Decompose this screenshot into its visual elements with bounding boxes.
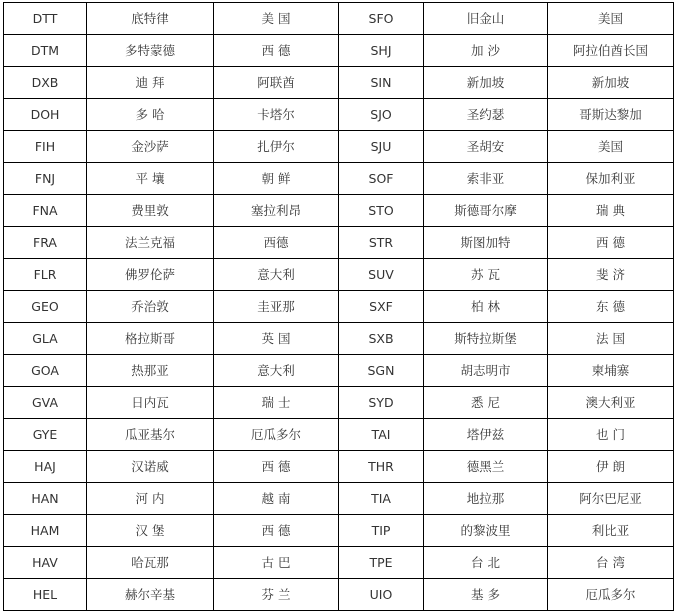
table-row	[4, 387, 674, 419]
city-name-cell: 台 北	[424, 547, 548, 579]
city-name-cell: 的黎波里	[424, 515, 548, 547]
country-name-cell: 意大利	[214, 259, 339, 291]
airport-code-cell: FLR	[4, 259, 87, 291]
airport-code-cell: SJO	[339, 99, 424, 131]
airport-code-cell: GYE	[4, 419, 87, 451]
city-name-cell: 斯特拉斯堡	[424, 323, 548, 355]
city-name-cell: 河 内	[87, 483, 214, 515]
city-name-cell: 乔治敦	[87, 291, 214, 323]
city-name-cell: 胡志明市	[424, 355, 548, 387]
airport-code-cell: SXB	[339, 323, 424, 355]
country-name-cell: 阿联酋	[214, 67, 339, 99]
country-name-cell: 厄瓜多尔	[214, 419, 339, 451]
city-name-cell: 哈瓦那	[87, 547, 214, 579]
country-name-cell: 西 德	[548, 227, 674, 259]
country-name-cell: 也 门	[548, 419, 674, 451]
airport-code-cell: TIP	[339, 515, 424, 547]
country-name-cell: 塞拉利昂	[214, 195, 339, 227]
airport-code-cell: SYD	[339, 387, 424, 419]
airport-code-cell: HAJ	[4, 451, 87, 483]
city-name-cell: 日内瓦	[87, 387, 214, 419]
country-name-cell: 圭亚那	[214, 291, 339, 323]
city-name-cell: 索非亚	[424, 163, 548, 195]
airport-code-cell: GOA	[4, 355, 87, 387]
airport-code-cell: HEL	[4, 579, 87, 611]
table-row	[4, 67, 674, 99]
city-name-cell: 瓜亚基尔	[87, 419, 214, 451]
airport-code-cell: STO	[339, 195, 424, 227]
airport-code-cell: THR	[339, 451, 424, 483]
country-name-cell: 芬 兰	[214, 579, 339, 611]
city-name-cell: 金沙萨	[87, 131, 214, 163]
country-name-cell: 台 湾	[548, 547, 674, 579]
country-name-cell: 阿拉伯酋长国	[548, 35, 674, 67]
table-row	[4, 35, 674, 67]
city-name-cell: 多 哈	[87, 99, 214, 131]
country-name-cell: 斐 济	[548, 259, 674, 291]
country-name-cell: 哥斯达黎加	[548, 99, 674, 131]
city-name-cell: 斯德哥尔摩	[424, 195, 548, 227]
country-name-cell: 柬埔寨	[548, 355, 674, 387]
airport-code-cell: FRA	[4, 227, 87, 259]
airport-code-cell: FIH	[4, 131, 87, 163]
country-name-cell: 古 巴	[214, 547, 339, 579]
table-row	[4, 451, 674, 483]
city-name-cell: 汉 堡	[87, 515, 214, 547]
city-name-cell: 苏 瓦	[424, 259, 548, 291]
country-name-cell: 扎伊尔	[214, 131, 339, 163]
country-name-cell: 伊 朗	[548, 451, 674, 483]
city-name-cell: 费里敦	[87, 195, 214, 227]
city-name-cell: 基 多	[424, 579, 548, 611]
city-name-cell: 热那亚	[87, 355, 214, 387]
city-name-cell: 底特律	[87, 3, 214, 35]
country-name-cell: 瑞 典	[548, 195, 674, 227]
airport-code-cell: SUV	[339, 259, 424, 291]
country-name-cell: 新加坡	[548, 67, 674, 99]
country-name-cell: 美国	[548, 131, 674, 163]
city-name-cell: 多特蒙德	[87, 35, 214, 67]
airport-code-cell: SOF	[339, 163, 424, 195]
city-name-cell: 佛罗伦萨	[87, 259, 214, 291]
airport-code-cell: SXF	[339, 291, 424, 323]
table-row	[4, 579, 674, 611]
airport-code-cell: GVA	[4, 387, 87, 419]
country-name-cell: 意大利	[214, 355, 339, 387]
table-row	[4, 323, 674, 355]
city-name-cell: 德黑兰	[424, 451, 548, 483]
airport-code-cell: SIN	[339, 67, 424, 99]
city-name-cell: 塔伊兹	[424, 419, 548, 451]
airport-code-cell: UIO	[339, 579, 424, 611]
country-name-cell: 西 德	[214, 515, 339, 547]
city-name-cell: 法兰克福	[87, 227, 214, 259]
airport-code-table	[3, 2, 674, 611]
airport-code-cell: GLA	[4, 323, 87, 355]
country-name-cell: 英 国	[214, 323, 339, 355]
country-name-cell: 朝 鲜	[214, 163, 339, 195]
country-name-cell: 厄瓜多尔	[548, 579, 674, 611]
table-row	[4, 291, 674, 323]
country-name-cell: 法 国	[548, 323, 674, 355]
country-name-cell: 利比亚	[548, 515, 674, 547]
table-row	[4, 515, 674, 547]
airport-code-cell: DXB	[4, 67, 87, 99]
country-name-cell: 保加利亚	[548, 163, 674, 195]
airport-code-cell: STR	[339, 227, 424, 259]
table-row	[4, 547, 674, 579]
city-name-cell: 地拉那	[424, 483, 548, 515]
airport-code-cell: SGN	[339, 355, 424, 387]
city-name-cell: 迪 拜	[87, 67, 214, 99]
country-name-cell: 阿尔巴尼亚	[548, 483, 674, 515]
table-row	[4, 355, 674, 387]
table-row	[4, 195, 674, 227]
airport-code-cell: HAN	[4, 483, 87, 515]
table-row	[4, 419, 674, 451]
city-name-cell: 赫尔辛基	[87, 579, 214, 611]
airport-code-cell: TPE	[339, 547, 424, 579]
table-row	[4, 483, 674, 515]
country-name-cell: 西 德	[214, 451, 339, 483]
table-row	[4, 259, 674, 291]
airport-code-cell: SJU	[339, 131, 424, 163]
airport-code-cell: DTT	[4, 3, 87, 35]
country-name-cell: 美国	[548, 3, 674, 35]
table-row	[4, 3, 674, 35]
table-row	[4, 163, 674, 195]
airport-code-cell: TIA	[339, 483, 424, 515]
city-name-cell: 平 壤	[87, 163, 214, 195]
table-row	[4, 227, 674, 259]
country-name-cell: 瑞 士	[214, 387, 339, 419]
country-name-cell: 澳大利亚	[548, 387, 674, 419]
city-name-cell: 新加坡	[424, 67, 548, 99]
city-name-cell: 旧金山	[424, 3, 548, 35]
airport-code-cell: FNA	[4, 195, 87, 227]
airport-code-cell: DOH	[4, 99, 87, 131]
city-name-cell: 格拉斯哥	[87, 323, 214, 355]
airport-code-cell: HAV	[4, 547, 87, 579]
airport-code-cell: HAM	[4, 515, 87, 547]
city-name-cell: 圣胡安	[424, 131, 548, 163]
airport-code-cell: TAI	[339, 419, 424, 451]
city-name-cell: 柏 林	[424, 291, 548, 323]
city-name-cell: 加 沙	[424, 35, 548, 67]
city-name-cell: 斯图加特	[424, 227, 548, 259]
airport-code-cell: SFO	[339, 3, 424, 35]
city-name-cell: 圣约瑟	[424, 99, 548, 131]
country-name-cell: 东 德	[548, 291, 674, 323]
city-name-cell: 汉诺威	[87, 451, 214, 483]
airport-code-cell: DTM	[4, 35, 87, 67]
airport-code-cell: GEO	[4, 291, 87, 323]
airport-code-cell: SHJ	[339, 35, 424, 67]
city-name-cell: 悉 尼	[424, 387, 548, 419]
table-row	[4, 131, 674, 163]
airport-code-cell: FNJ	[4, 163, 87, 195]
country-name-cell: 越 南	[214, 483, 339, 515]
country-name-cell: 西德	[214, 227, 339, 259]
table-row	[4, 99, 674, 131]
country-name-cell: 卡塔尔	[214, 99, 339, 131]
country-name-cell: 美 国	[214, 3, 339, 35]
country-name-cell: 西 德	[214, 35, 339, 67]
